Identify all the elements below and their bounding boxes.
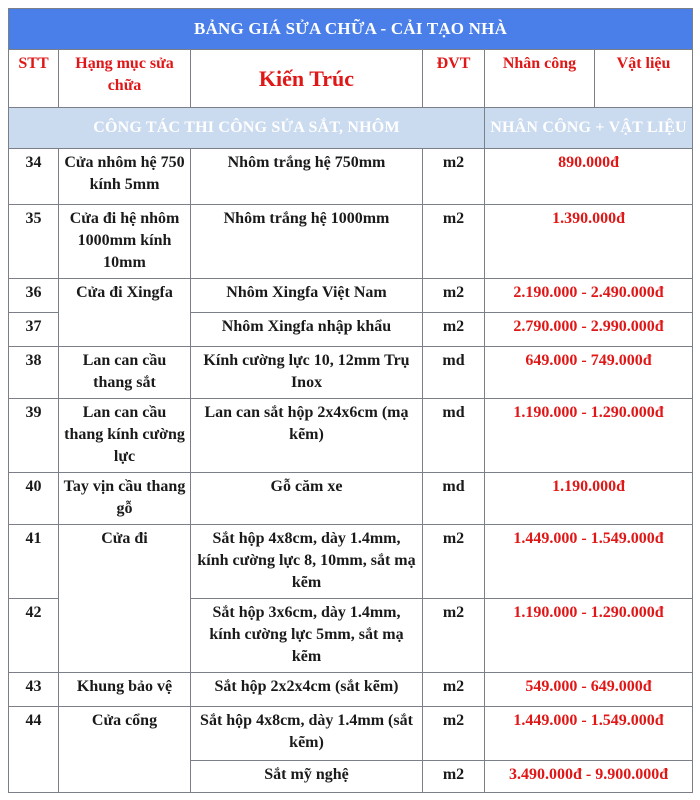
row-price: 1.190.000đ	[485, 473, 693, 525]
table-row	[9, 525, 693, 599]
row-spec: Sắt mỹ nghệ	[191, 761, 423, 793]
row-price: 549.000 - 649.000đ	[485, 673, 693, 707]
price-table	[8, 8, 693, 793]
row-stt: 36	[9, 279, 59, 313]
table-row	[9, 279, 693, 313]
row-unit: m2	[423, 707, 485, 761]
row-unit: md	[423, 399, 485, 473]
row-spec: Nhôm Xingfa Việt Nam	[191, 279, 423, 313]
row-price: 3.490.000đ - 9.900.000đ	[485, 761, 693, 793]
row-unit: md	[423, 347, 485, 399]
row-item: Cửa đi	[59, 525, 191, 673]
row-spec: Gỗ căm xe	[191, 473, 423, 525]
row-spec: Nhôm Xingfa nhập khẩu	[191, 313, 423, 347]
row-item: Cửa đi Xingfa	[59, 279, 191, 347]
row-stt: 43	[9, 673, 59, 707]
row-unit: m2	[423, 279, 485, 313]
row-spec: Nhôm trắng hệ 1000mm	[191, 205, 423, 279]
row-item: Lan can cầu thang sắt	[59, 347, 191, 399]
header-nhan-cong: Nhân công	[485, 50, 595, 108]
table-row	[9, 205, 693, 279]
table-title: BẢNG GIÁ SỬA CHỮA - CẢI TẠO NHÀ	[9, 9, 693, 50]
row-unit: md	[423, 473, 485, 525]
row-unit: m2	[423, 149, 485, 205]
row-unit: m2	[423, 599, 485, 673]
row-price: 1.390.000đ	[485, 205, 693, 279]
table-row	[9, 399, 693, 473]
row-item: Lan can cầu thang kính cường lực	[59, 399, 191, 473]
header-dvt: ĐVT	[423, 50, 485, 108]
row-item: Cửa cổng	[59, 707, 191, 793]
row-price: 1.449.000 - 1.549.000đ	[485, 525, 693, 599]
row-price: 1.449.000 - 1.549.000đ	[485, 707, 693, 761]
row-stt: 41	[9, 525, 59, 599]
row-stt: 35	[9, 205, 59, 279]
row-spec: Sắt hộp 4x8cm, dày 1.4mm (sắt kẽm)	[191, 707, 423, 761]
header-hang-muc: Hạng mục sửa chữa	[59, 50, 191, 108]
row-stt: 39	[9, 399, 59, 473]
row-price: 2.790.000 - 2.990.000đ	[485, 313, 693, 347]
section-row	[9, 108, 693, 149]
table-row	[9, 149, 693, 205]
row-price: 1.190.000 - 1.290.000đ	[485, 399, 693, 473]
row-stt: 44	[9, 707, 59, 793]
section-right-label: NHÂN CÔNG + VẬT LIỆU	[485, 108, 693, 149]
row-spec: Lan can sắt hộp 2x4x6cm (mạ kẽm)	[191, 399, 423, 473]
row-unit: m2	[423, 313, 485, 347]
header-kien-truc: Kiến Trúc	[191, 50, 423, 108]
row-price: 1.190.000 - 1.290.000đ	[485, 599, 693, 673]
row-stt: 40	[9, 473, 59, 525]
row-spec: Sắt hộp 2x2x4cm (sắt kẽm)	[191, 673, 423, 707]
table-row	[9, 473, 693, 525]
row-price: 649.000 - 749.000đ	[485, 347, 693, 399]
row-spec: Sắt hộp 4x8cm, dày 1.4mm, kính cường lực 8, 10mm, sắt mạ kẽm	[191, 525, 423, 599]
table-row	[9, 347, 693, 399]
row-stt: 42	[9, 599, 59, 673]
row-stt: 34	[9, 149, 59, 205]
row-price: 890.000đ	[485, 149, 693, 205]
row-price: 2.190.000 - 2.490.000đ	[485, 279, 693, 313]
header-row	[9, 50, 693, 108]
row-item: Cửa đi hệ nhôm 1000mm kính 10mm	[59, 205, 191, 279]
row-unit: m2	[423, 205, 485, 279]
row-spec: Nhôm trắng hệ 750mm	[191, 149, 423, 205]
table-title-row	[9, 9, 693, 50]
row-item: Cửa nhôm hệ 750 kính 5mm	[59, 149, 191, 205]
header-vat-lieu: Vật liệu	[595, 50, 693, 108]
row-item: Khung bảo vệ	[59, 673, 191, 707]
row-spec: Sắt hộp 3x6cm, dày 1.4mm, kính cường lực 5mm, sắt mạ kẽm	[191, 599, 423, 673]
section-left-label: CÔNG TÁC THI CÔNG SỬA SẮT, NHÔM	[9, 108, 485, 149]
row-spec: Kính cường lực 10, 12mm Trụ Inox	[191, 347, 423, 399]
row-unit: m2	[423, 525, 485, 599]
row-item: Tay vịn cầu thang gỗ	[59, 473, 191, 525]
header-stt: STT	[9, 50, 59, 108]
row-unit: m2	[423, 673, 485, 707]
table-row	[9, 673, 693, 707]
row-stt: 38	[9, 347, 59, 399]
table-row	[9, 707, 693, 761]
row-stt: 37	[9, 313, 59, 347]
row-unit: m2	[423, 761, 485, 793]
